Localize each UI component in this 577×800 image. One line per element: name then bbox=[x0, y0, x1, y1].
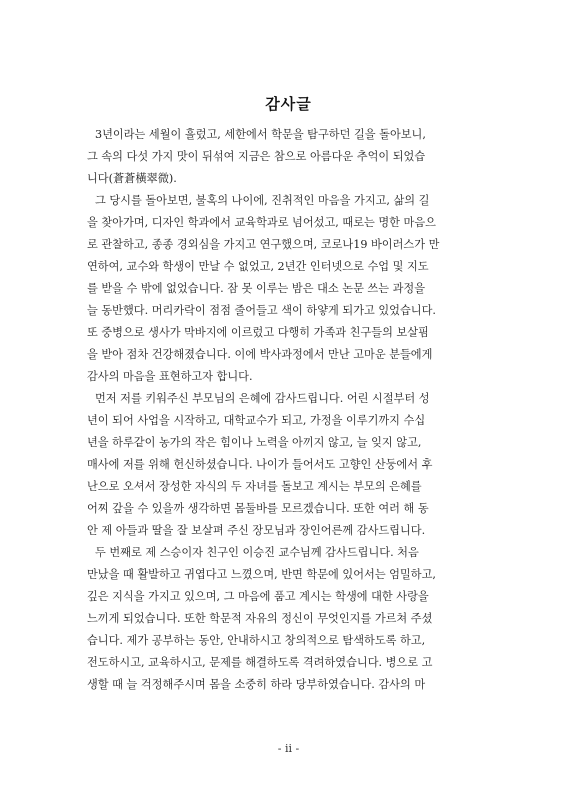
text-line: 3년이라는 세월이 흘렀고, 세한에서 학문을 탐구하던 길을 돌아보니, bbox=[95, 128, 426, 141]
page-title: 감사글 bbox=[265, 95, 312, 113]
text-line: 그 당시를 돌아보면, 불혹의 나이에, 진취적인 마음을 가지고, 삶의 길 bbox=[95, 194, 430, 207]
text-line: 연하여, 교수와 학생이 만날 수 없었고, 2년간 인터넷으로 수업 및 지도 bbox=[87, 260, 429, 273]
text-line: 만났을 때 활발하고 귀엽다고 느꼈으며, 반면 학문에 있어서는 엄밀하고, bbox=[87, 568, 436, 581]
text-line: 감사의 마음을 표현하고자 합니다. bbox=[87, 370, 253, 383]
text-line: 또 중병으로 생사가 막바지에 이르렀고 다행히 가족과 친구들의 보살핌 bbox=[87, 326, 429, 339]
text-line: 전도하시고, 교육하시고, 문제를 해결하도록 격려하였습니다. 병으로 고 bbox=[87, 656, 433, 669]
text-line: 로 관찰하고, 종종 경외심을 가지고 연구했으며, 코로나19 바이러스가 만 bbox=[87, 238, 440, 251]
text-line: 난으로 오셔서 장성한 자식의 두 자녀를 돌보고 계시는 부모의 은혜를 bbox=[87, 480, 422, 493]
acknowledgement-body bbox=[87, 124, 494, 696]
text-line: 을 받아 점차 건강해졌습니다. 이에 박사과정에서 만난 고마운 분들에게 bbox=[87, 348, 433, 361]
text-line: 먼저 저를 키워주신 부모님의 은혜에 감사드립니다. 어린 시절부터 성 bbox=[95, 392, 430, 405]
text-line: 년을 하루같이 농가의 작은 힘이나 노력을 아끼지 않고, 늘 잊지 않고, bbox=[87, 436, 422, 449]
text-line: 느끼게 되었습니다. 또한 학문적 자유의 정신이 무엇인지를 가르쳐 주셨 bbox=[87, 612, 433, 625]
text-line: 년이 되어 사업을 시작하고, 대학교수가 되고, 가정을 이루기까지 수십 bbox=[87, 414, 426, 427]
text-line: 그 속의 다섯 가지 맛이 뒤섞여 지금은 참으로 아름다운 추억이 되었습 bbox=[87, 150, 426, 163]
text-line: 습니다. 제가 공부하는 동안, 안내하시고 창의적으로 탐색하도록 하고, bbox=[87, 634, 426, 647]
text-line: 늘 동반했다. 머리카락이 점점 줄어들고 색이 하얗게 되가고 있었습니다. bbox=[87, 304, 436, 317]
text-line: 안 제 아들과 딸을 잘 보살펴 주신 장모님과 장인어른께 감사드립니다. bbox=[87, 524, 426, 537]
text-line: 니다(蒼蒼橫翠微). bbox=[87, 172, 177, 185]
text-line: 어찌 갚을 수 있을까 생각하면 몸둘바를 모르겠습니다. 또한 여러 해 동 bbox=[87, 502, 429, 515]
text-line: 을 찾아가며, 디자인 학과에서 교육학과로 넘어섰고, 때로는 명한 마음으 bbox=[87, 216, 436, 229]
text-line: 매사에 저를 위해 헌신하셨습니다. 나이가 들어서도 고향인 산둥에서 후 bbox=[87, 458, 433, 471]
text-line: 를 받을 수 밖에 없었습니다. 잠 못 이루는 밤은 대소 논문 쓰는 과정을 bbox=[87, 282, 426, 295]
text-line: 생할 때 늘 걱정해주시며 몸을 소중히 하라 당부하였습니다. 감사의 마 bbox=[87, 678, 426, 691]
text-line: 두 번째로 제 스승이자 친구인 이승진 교수님께 감사드립니다. 처음 bbox=[95, 546, 419, 559]
text-line: 깊은 지식을 가지고 있으며, 그 마음에 품고 계시는 학생에 대한 사랑을 bbox=[87, 590, 429, 603]
page-number: - ii - bbox=[277, 742, 300, 755]
